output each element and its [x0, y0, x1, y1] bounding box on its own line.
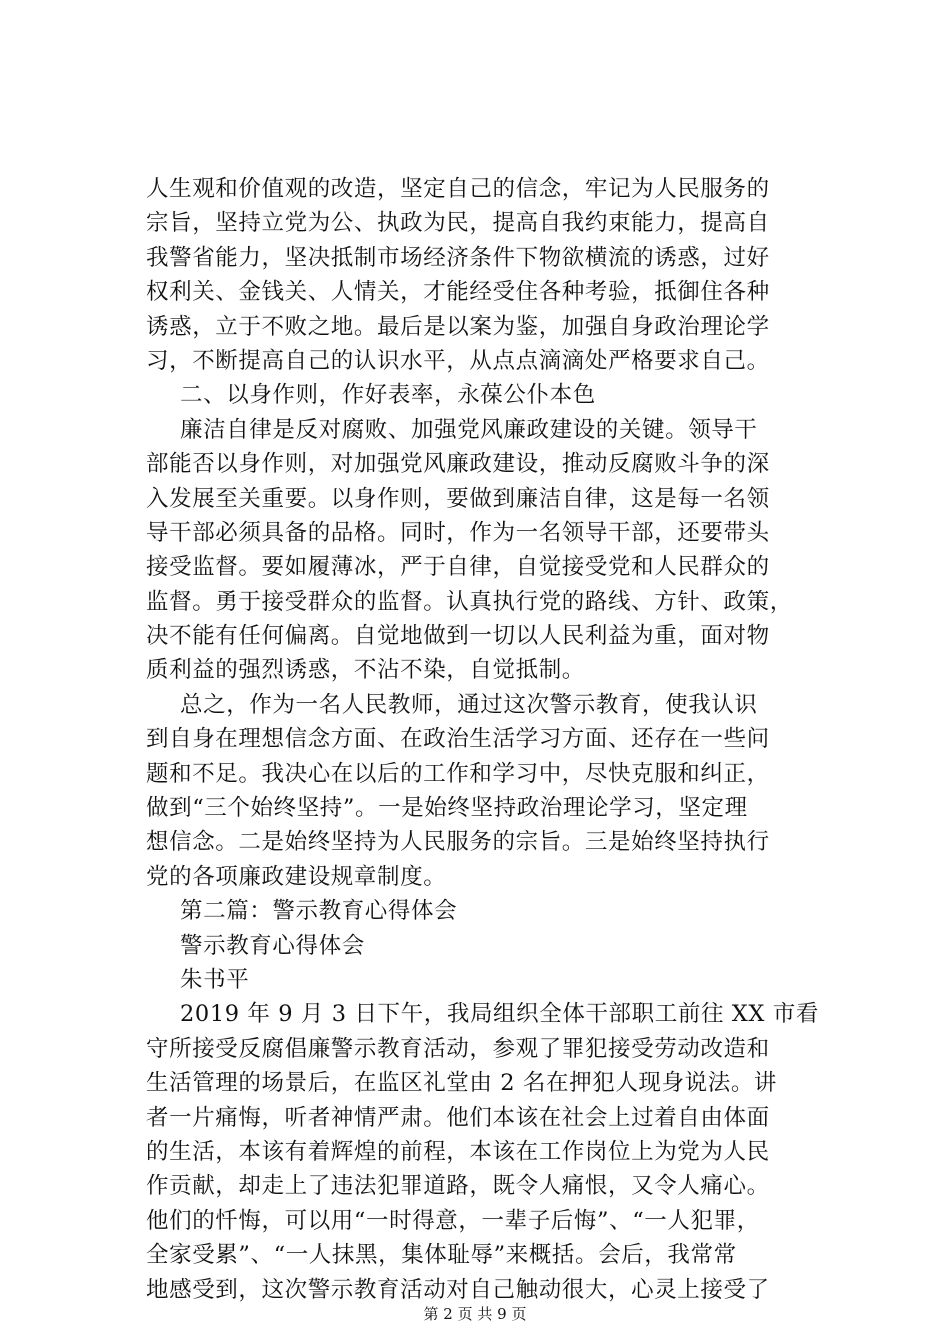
- text-line: 廉洁自律是反对腐败、加强党风廉政建设的关键。领导干: [180, 416, 758, 443]
- text-line: 的生活，本该有着辉煌的前程，本该在工作岗位上为党为人民: [146, 1138, 770, 1165]
- text-line: 党的各项廉政建设规章制度。: [146, 863, 447, 890]
- text-line: 警示教育心得体会: [180, 932, 365, 959]
- text-line: 全家受累”、“一人抹黑，集体耻辱”来概括。会后，我常常: [146, 1242, 737, 1269]
- text-line: 总之，作为一名人民教师，通过这次警示教育，使我认识: [180, 691, 758, 718]
- text-line: 到自身在理想信念方面、在政治生活学习方面、还存在一些问: [146, 726, 770, 753]
- text-line: 部能否以身作则，对加强党风廉政建设，推动反腐败斗争的深: [146, 451, 770, 478]
- text-line: 做到“三个始终坚持”。一是始终坚持政治理论学习，坚定理: [146, 795, 748, 822]
- document-body: [146, 172, 836, 1307]
- text-line: 朱书平: [180, 966, 250, 993]
- text-line: 守所接受反腐倡廉警示教育活动，参观了罪犯接受劳动改造和: [146, 1035, 770, 1062]
- text-line: 权利关、金钱关、人情关，才能经受住各种考验，抵御住各种: [146, 279, 770, 306]
- text-line: 我警省能力，坚决抵制市场经济条件下物欲横流的诱惑，过好: [146, 244, 770, 271]
- text-line: 宗旨，坚持立党为公、执政为民，提高自我约束能力，提高自: [146, 210, 770, 237]
- page-footer: 第 2 页 共 9 页: [423, 1305, 527, 1323]
- text-line: 质利益的强烈诱惑，不沾不染，自觉抵制。: [146, 657, 585, 684]
- text-line: 2019 年 9 月 3 日下午，我局组织全体干部职工前往 XX 市看: [180, 1001, 819, 1028]
- text-line: 人生观和价值观的改造，坚定自己的信念，牢记为人民服务的: [146, 176, 770, 202]
- text-line: 第二篇：警示教育心得体会: [180, 898, 458, 925]
- text-line: 者一片痛悔，听者神情严肃。他们本该在社会上过着自由体面: [146, 1104, 770, 1131]
- text-line: 想信念。二是始终坚持为人民服务的宗旨。三是始终坚持执行: [146, 829, 770, 856]
- text-line: 地感受到，这次警示教育活动对自己触动很大，心灵上接受了: [146, 1276, 770, 1303]
- text-line: 二、以身作则，作好表率，永葆公仆本色: [180, 382, 596, 409]
- text-line: 入发展至关重要。以身作则，要做到廉洁自律，这是每一名领: [146, 485, 770, 512]
- text-line: 他们的忏悔，可以用“一时得意，一辈子后悔”、“一人犯罪，: [146, 1207, 760, 1234]
- text-line: 接受监督。要如履薄冰，严于自律，自觉接受党和人民群众的: [146, 554, 770, 581]
- text-line: 监督。勇于接受群众的监督。认真执行党的路线、方针、政策，: [146, 588, 793, 615]
- text-line: 题和不足。我决心在以后的工作和学习中，尽快克服和纠正，: [146, 760, 770, 787]
- text-line: 诱惑，立于不败之地。最后是以案为鉴，加强自身政治理论学: [146, 313, 770, 340]
- text-line: 作贡献，却走上了违法犯罪道路，既令人痛恨，又令人痛心。: [146, 1173, 770, 1200]
- text-line: 习，不断提高自己的认识水平，从点点滴滴处严格要求自己。: [146, 347, 770, 374]
- text-line: 导干部必须具备的品格。同时，作为一名领导干部，还要带头: [146, 519, 770, 546]
- text-line: 生活管理的场景后，在监区礼堂由 2 名在押犯人现身说法。讲: [146, 1070, 778, 1097]
- text-line: 决不能有任何偏离。自觉地做到一切以人民利益为重，面对物: [146, 623, 770, 650]
